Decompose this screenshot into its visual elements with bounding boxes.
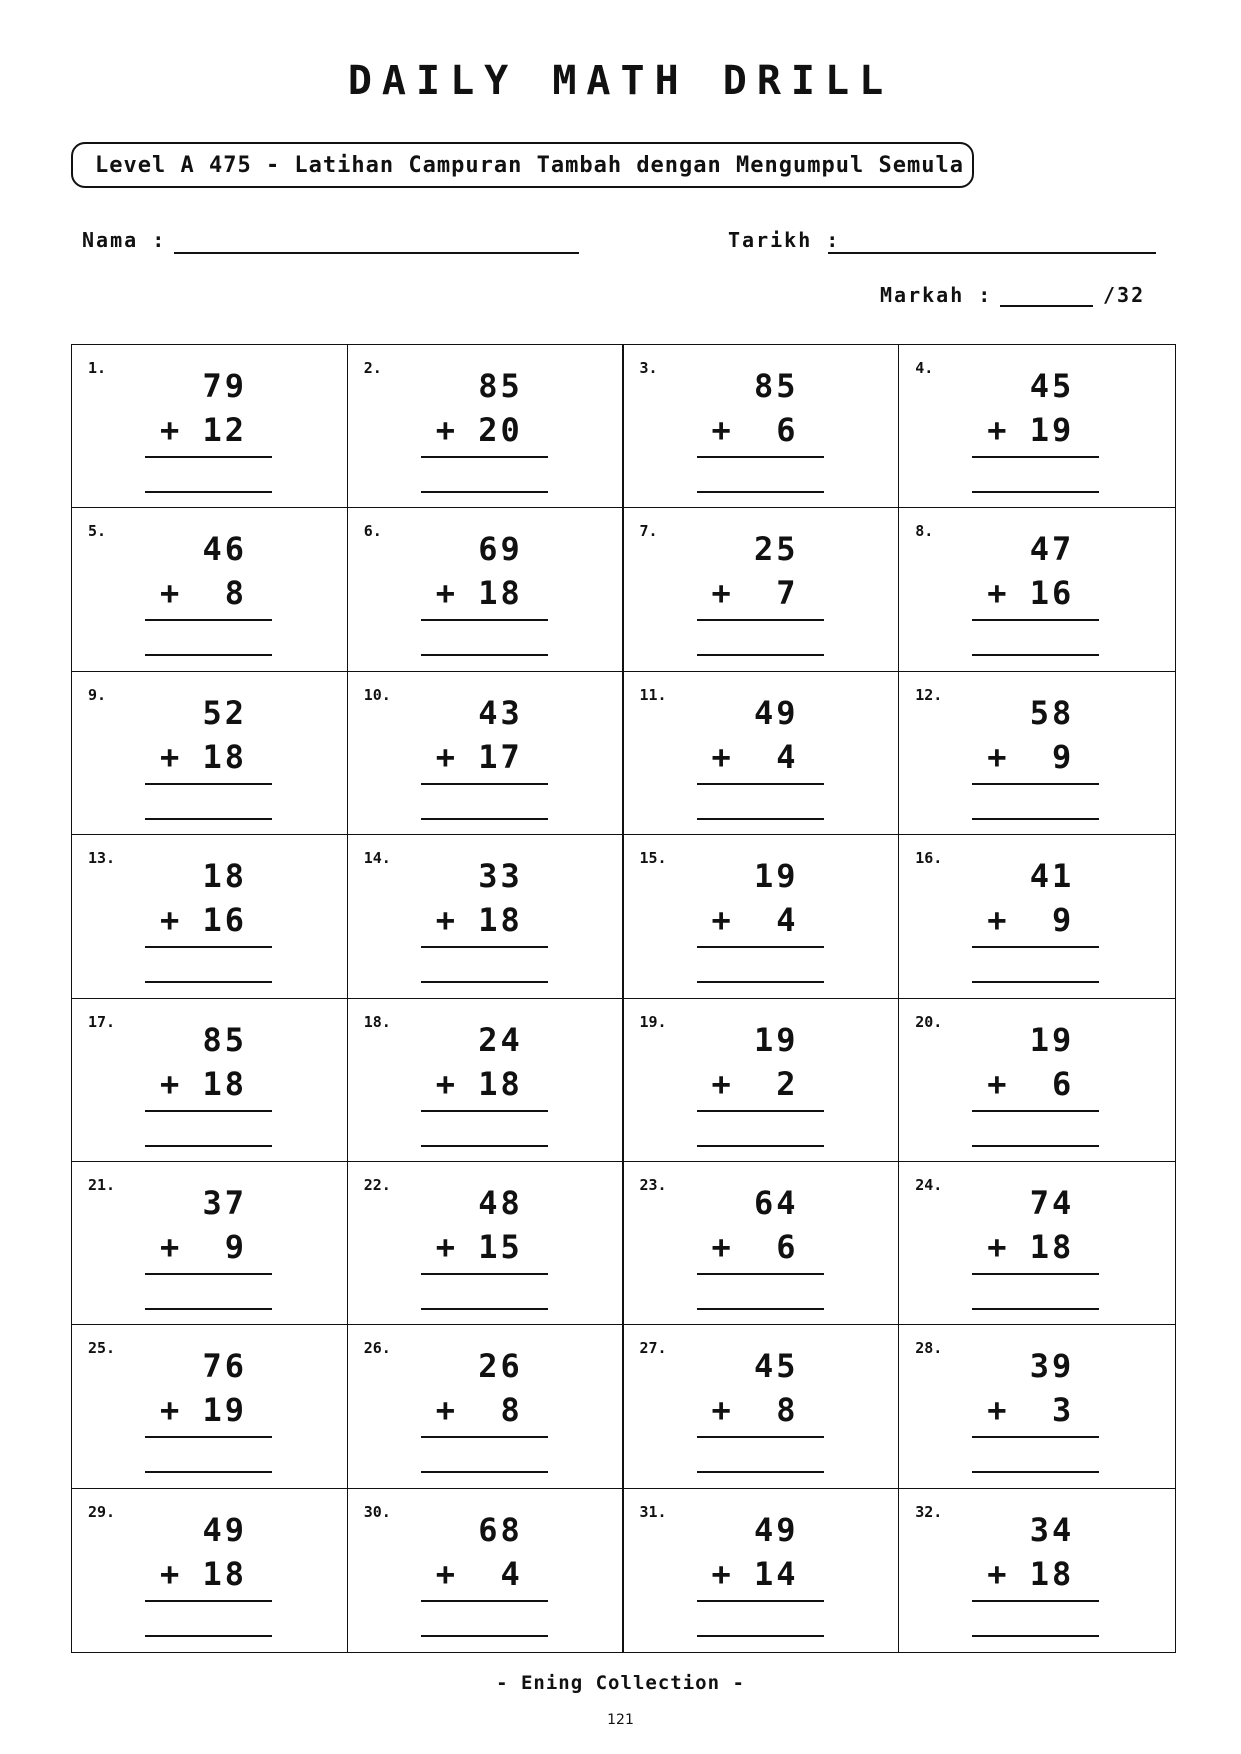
date-field[interactable] [828,252,1156,254]
problem-cell [348,1325,624,1488]
addend-top: 41 [1029,857,1075,896]
sum-rule [972,619,1099,621]
problem-cell [624,835,900,998]
answer-line[interactable] [421,818,548,820]
sum-rule [421,946,548,948]
sum-rule [972,1436,1099,1438]
answer-line[interactable] [972,491,1099,493]
answer-line[interactable] [421,1145,548,1147]
addend-top: 34 [1029,1510,1075,1549]
answer-line[interactable] [697,491,824,493]
plus-sign: + [435,737,456,776]
addend-bottom: 18 [202,737,247,776]
sum-rule [421,456,548,458]
problem-cell [624,1325,900,1488]
addend-bottom: 16 [202,901,247,940]
page-number: 121 [607,1712,634,1728]
addend-bottom: 8 [500,1391,523,1430]
addend-top: 26 [478,1347,523,1386]
plus-sign: + [435,1064,456,1103]
answer-line[interactable] [145,491,272,493]
sum-rule [145,1436,272,1438]
answer-line[interactable] [145,1145,272,1147]
problem-number: 24. [915,1175,943,1194]
problem-number: 1. [88,359,107,377]
addend-bottom: 18 [202,1554,247,1593]
problem-number: 13. [88,849,116,868]
addend-top: 64 [753,1183,799,1222]
addend-bottom: 9 [224,1227,247,1266]
sum-rule [145,456,272,458]
problem-number: 27. [639,1339,667,1358]
problem-cell [348,1489,624,1652]
problem-number: 12. [915,685,943,704]
answer-line[interactable] [972,1308,1099,1310]
answer-line[interactable] [972,818,1099,820]
answer-line[interactable] [421,1635,548,1637]
sum-rule [421,783,548,785]
problem-cell [348,835,624,998]
problem-cell [624,1162,900,1325]
addend-top: 46 [202,530,247,569]
answer-line[interactable] [697,1145,824,1147]
sum-rule [145,783,272,785]
problem-number: 10. [363,685,391,704]
sum-rule [421,1273,548,1275]
problem-cell [624,1489,900,1652]
addend-top: 19 [753,857,799,896]
plus-sign: + [160,1227,180,1266]
addend-top: 45 [1029,367,1075,405]
problem-cell [899,1489,1175,1652]
addend-top: 47 [1029,530,1075,569]
addend-bottom: 8 [224,574,247,613]
plus-sign: + [711,1064,731,1103]
answer-line[interactable] [697,1471,824,1473]
problem-number: 20. [915,1012,943,1031]
problem-number: 23. [639,1175,667,1194]
plus-sign: + [435,1227,456,1266]
sum-rule [421,1436,548,1438]
plus-sign: + [435,1391,456,1430]
plus-sign: + [987,901,1007,940]
answer-line[interactable] [421,491,548,493]
problem-number: 22. [363,1175,391,1194]
addend-top: 69 [478,530,523,569]
problem-cell [72,1162,348,1325]
sum-rule [697,1273,824,1275]
addend-bottom: 18 [1029,1227,1075,1266]
answer-line[interactable] [972,981,1099,983]
addend-top: 85 [478,367,523,405]
answer-line[interactable] [972,1635,1099,1637]
addend-bottom: 3 [1051,1391,1075,1430]
addend-bottom: 4 [500,1554,523,1593]
addend-top: 25 [753,530,799,569]
problem-cell [624,508,900,671]
sum-rule [972,946,1099,948]
sum-rule [697,1600,824,1602]
addend-bottom: 8 [776,1391,799,1430]
plus-sign: + [435,1554,456,1593]
problem-number: 16. [915,849,943,868]
problem-cell [72,835,348,998]
score-total: /32 [1103,283,1146,307]
addend-top: 48 [478,1183,523,1222]
sum-rule [972,1600,1099,1602]
addend-bottom: 18 [478,574,523,613]
score-label: Markah : [880,283,993,307]
plus-sign: + [435,411,456,449]
plus-sign: + [711,901,731,940]
answer-line[interactable] [145,981,272,983]
plus-sign: + [987,1227,1007,1266]
sum-rule [697,946,824,948]
problem-number: 7. [639,522,658,541]
problem-cell [348,508,624,671]
sum-rule [697,619,824,621]
problem-number: 17. [88,1012,116,1031]
problem-cell [72,345,348,508]
sum-rule [145,1110,272,1112]
addend-bottom: 19 [1029,411,1075,449]
sum-rule [697,456,824,458]
plus-sign: + [160,901,180,940]
addend-top: 24 [478,1020,523,1059]
footer-credit: - Ening Collection - [496,1672,745,1694]
answer-line[interactable] [697,981,824,983]
page-title: DAILY MATH DRILL [347,58,894,104]
addend-top: 68 [478,1510,523,1549]
answer-line[interactable] [145,1471,272,1473]
addend-bottom: 2 [776,1064,799,1103]
plus-sign: + [160,1391,180,1430]
addend-bottom: 18 [478,901,523,940]
addend-top: 49 [753,1510,799,1549]
problem-cell [899,1325,1175,1488]
problem-cell [899,672,1175,835]
problem-cell [899,508,1175,671]
problem-grid [71,344,1176,1653]
answer-line[interactable] [697,1308,824,1310]
problem-cell [899,999,1175,1162]
addend-bottom: 16 [1029,574,1075,613]
plus-sign: + [987,574,1007,613]
sum-rule [697,1436,824,1438]
problem-number: 14. [363,849,391,868]
addend-bottom: 15 [478,1227,523,1266]
answer-line[interactable] [145,1635,272,1637]
answer-line[interactable] [421,981,548,983]
problem-number: 4. [915,359,934,377]
addend-bottom: 14 [753,1554,799,1593]
problem-number: 21. [88,1175,116,1194]
sum-rule [972,456,1099,458]
addend-bottom: 17 [478,737,523,776]
plus-sign: + [435,901,456,940]
problem-cell [348,672,624,835]
problem-number: 26. [363,1339,391,1358]
answer-line[interactable] [972,1145,1099,1147]
addend-top: 45 [753,1347,799,1386]
problem-cell [348,345,624,508]
problem-cell [899,345,1175,508]
problem-number: 30. [363,1502,391,1521]
addend-top: 18 [202,857,247,896]
answer-line[interactable] [972,654,1099,656]
addend-top: 37 [202,1183,247,1222]
addend-top: 52 [202,693,247,732]
answer-line[interactable] [145,1308,272,1310]
addend-bottom: 7 [776,574,799,613]
addend-top: 79 [202,367,247,405]
addend-bottom: 19 [202,1391,247,1430]
addend-bottom: 18 [478,1064,523,1103]
sum-rule [421,619,548,621]
addend-top: 39 [1029,1347,1075,1386]
problem-cell [624,999,900,1162]
addend-bottom: 6 [776,411,799,449]
addend-top: 85 [202,1020,247,1059]
answer-line[interactable] [145,654,272,656]
sum-rule [421,1110,548,1112]
name-label: Nama : [82,228,167,252]
answer-line[interactable] [697,1635,824,1637]
problem-cell [72,672,348,835]
problem-number: 9. [88,685,107,704]
plus-sign: + [711,1391,731,1430]
addend-top: 49 [202,1510,247,1549]
addend-top: 43 [478,693,523,732]
answer-line[interactable] [421,1471,548,1473]
problem-number: 11. [639,685,667,704]
addend-bottom: 6 [776,1227,799,1266]
answer-line[interactable] [421,1308,548,1310]
addend-top: 19 [1029,1020,1075,1059]
problem-cell [899,1162,1175,1325]
addend-top: 33 [478,857,523,896]
problem-cell [72,1489,348,1652]
problem-cell [348,999,624,1162]
plus-sign: + [160,737,180,776]
problem-number: 31. [639,1502,667,1521]
level-banner [71,142,974,188]
addend-top: 19 [753,1020,799,1059]
plus-sign: + [160,1554,180,1593]
problem-number: 3. [639,359,658,377]
sum-rule [145,946,272,948]
plus-sign: + [711,574,731,613]
addend-bottom: 12 [202,411,247,449]
name-field[interactable] [174,252,579,254]
sum-rule [972,1110,1099,1112]
plus-sign: + [987,1391,1007,1430]
problem-number: 18. [363,1012,391,1031]
answer-line[interactable] [421,654,548,656]
date-label: Tarikh : [728,228,841,252]
addend-bottom: 4 [776,737,799,776]
plus-sign: + [987,1554,1007,1593]
problem-number: 32. [915,1502,943,1521]
sum-rule [972,1273,1099,1275]
addend-bottom: 6 [1051,1064,1075,1103]
sum-rule [697,1110,824,1112]
problem-cell [624,345,900,508]
sum-rule [145,619,272,621]
plus-sign: + [160,1064,180,1103]
sum-rule [421,1600,548,1602]
problem-number: 5. [88,522,107,541]
problem-number: 15. [639,849,667,868]
plus-sign: + [987,411,1007,449]
score-field[interactable] [1000,305,1093,307]
plus-sign: + [435,574,456,613]
problem-number: 19. [639,1012,667,1031]
problem-cell [348,1162,624,1325]
problem-number: 8. [915,522,934,541]
answer-line[interactable] [145,818,272,820]
problem-number: 2. [363,359,382,377]
addend-bottom: 9 [1051,901,1075,940]
problem-number: 28. [915,1339,943,1358]
addend-bottom: 4 [776,901,799,940]
plus-sign: + [987,1064,1007,1103]
plus-sign: + [711,1227,731,1266]
plus-sign: + [160,411,180,449]
sum-rule [145,1600,272,1602]
sum-rule [972,783,1099,785]
addend-top: 49 [753,693,799,732]
addend-top: 85 [753,367,799,405]
answer-line[interactable] [972,1471,1099,1473]
problem-cell [72,1325,348,1488]
level-text: Level A 475 - Latihan Campuran Tambah dengan Mengumpul Semula [95,152,964,178]
answer-line[interactable] [697,654,824,656]
addend-bottom: 18 [202,1064,247,1103]
plus-sign: + [711,737,731,776]
problem-cell [624,672,900,835]
addend-top: 76 [202,1347,247,1386]
problem-number: 6. [363,522,382,541]
addend-top: 74 [1029,1183,1075,1222]
addend-bottom: 9 [1051,737,1075,776]
plus-sign: + [987,737,1007,776]
sum-rule [697,783,824,785]
addend-bottom: 18 [1029,1554,1075,1593]
problem-number: 25. [88,1339,116,1358]
problem-cell [72,508,348,671]
problem-cell [899,835,1175,998]
plus-sign: + [711,411,731,449]
answer-line[interactable] [697,818,824,820]
problem-number: 29. [88,1502,116,1521]
plus-sign: + [711,1554,731,1593]
plus-sign: + [160,574,180,613]
addend-top: 58 [1029,693,1075,732]
addend-bottom: 20 [478,411,523,449]
problem-cell [72,999,348,1162]
sum-rule [145,1273,272,1275]
